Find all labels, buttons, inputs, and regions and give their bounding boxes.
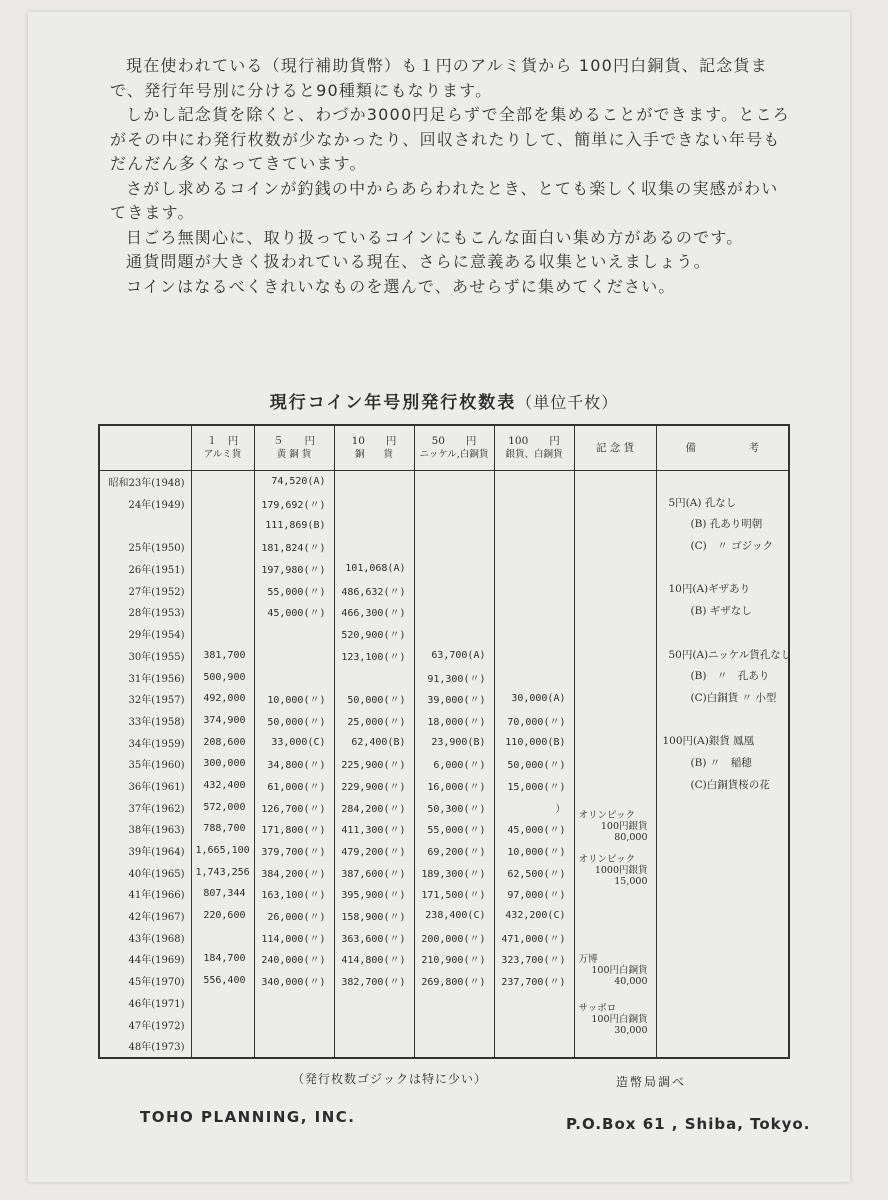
value-cell: 807,344 xyxy=(191,883,254,905)
value-cell xyxy=(414,1013,494,1035)
year-cell: 27年(1952) xyxy=(99,579,191,601)
value-cell: 363,600(〃) xyxy=(334,926,414,948)
value-cell: 181,824(〃) xyxy=(254,536,334,558)
value-cell xyxy=(254,645,334,667)
value-cell xyxy=(494,645,574,667)
header-100yen: 100 円 銀貨、白銅貨 xyxy=(494,425,574,471)
value-cell xyxy=(494,601,574,623)
header-5yen: ５ 円 黄 銅 貨 xyxy=(254,425,334,471)
value-cell: 471,000(〃) xyxy=(494,926,574,948)
value-cell xyxy=(494,536,574,558)
memorial-name: サッポロ xyxy=(578,1003,617,1014)
value-cell xyxy=(494,992,574,1014)
remark-line: (C) 〃 ゴジック xyxy=(690,540,774,553)
value-cell: 387,600(〃) xyxy=(334,861,414,883)
remark-line: (C)白銅貨 〃 小型 xyxy=(690,691,777,704)
value-cell xyxy=(414,601,494,623)
value-cell: 197,980(〃) xyxy=(254,558,334,580)
year-cell: 36年(1961) xyxy=(99,775,191,797)
memorial-count: 15,000 xyxy=(614,876,648,887)
value-cell: 1,743,256 xyxy=(191,861,254,883)
value-cell xyxy=(191,579,254,601)
value-cell: 240,000(〃) xyxy=(254,948,334,970)
header-year xyxy=(99,425,191,471)
value-cell xyxy=(254,1013,334,1035)
value-cell: 25,000(〃) xyxy=(334,710,414,732)
value-cell: 15,000(〃) xyxy=(494,775,574,797)
year-cell: 30年(1955) xyxy=(99,645,191,667)
value-cell: 572,000 xyxy=(191,796,254,818)
year-cell: 42年(1967) xyxy=(99,905,191,927)
year-cell xyxy=(99,514,191,536)
value-cell: 101,068(A) xyxy=(334,558,414,580)
value-cell: 18,000(〃) xyxy=(414,710,494,732)
year-cell: 37年(1962) xyxy=(99,796,191,818)
year-cell: 45年(1970) xyxy=(99,970,191,992)
value-cell xyxy=(414,1035,494,1058)
remark-spacer xyxy=(661,710,785,732)
remark-line: (B) ギザなし xyxy=(690,605,752,618)
value-cell: 61,000(〃) xyxy=(254,775,334,797)
value-cell xyxy=(254,992,334,1014)
value-cell: 6,000(〃) xyxy=(414,753,494,775)
value-cell: 50,300(〃) xyxy=(414,796,494,818)
value-cell xyxy=(191,623,254,645)
memorial-name: オリンピック xyxy=(578,810,636,821)
year-cell: 43年(1968) xyxy=(99,926,191,948)
value-cell xyxy=(191,1013,254,1035)
intro-paragraph: さがし求めるコインが釣銭の中からあらわれたとき、とても楽しく収集の実感がわいてきます。 xyxy=(110,178,779,222)
value-cell: 55,000(〃) xyxy=(254,579,334,601)
value-cell xyxy=(494,579,574,601)
value-cell xyxy=(414,992,494,1014)
year-cell: 25年(1950) xyxy=(99,536,191,558)
memorial-entry xyxy=(579,1003,648,1036)
value-cell: 379,700(〃) xyxy=(254,840,334,862)
value-cell xyxy=(334,1013,414,1035)
memorial-type: 100円白銅貨 xyxy=(591,1014,648,1025)
company-name: TOHO PLANNING, INC. xyxy=(140,1108,356,1126)
memorial-name: オリンピック xyxy=(578,854,636,865)
value-cell: 520,900(〃) xyxy=(334,623,414,645)
value-cell: 26,000(〃) xyxy=(254,905,334,927)
value-cell: 381,700 xyxy=(191,645,254,667)
intro-text xyxy=(110,54,790,299)
year-cell: 31年(1956) xyxy=(99,666,191,688)
intro-paragraph: しかし記念貨を除くと、わづか3000円足らずで全部を集めることができます。ところがその中にわ発行枚数が少なかったり、回収されたりして、簡単に入手できない年号もだんだん多くなってきています。 xyxy=(110,105,790,173)
value-cell: 384,200(〃) xyxy=(254,861,334,883)
value-cell: 62,400(B) xyxy=(334,731,414,753)
year-cell: 40年(1965) xyxy=(99,861,191,883)
value-cell xyxy=(191,601,254,623)
remark-line: 5円(A) 孔なし xyxy=(668,496,737,509)
value-cell xyxy=(494,666,574,688)
memorial-type: 100円銀貨 xyxy=(600,821,648,832)
value-cell xyxy=(334,471,414,493)
value-cell: 69,200(〃) xyxy=(414,840,494,862)
memorial-entry xyxy=(579,954,648,987)
value-cell xyxy=(334,992,414,1014)
value-cell xyxy=(191,992,254,1014)
remark-line: 10円(A)ギザあり xyxy=(668,583,751,596)
value-cell xyxy=(494,493,574,515)
remark-line: 100円(A)銀貨 鳳凰 xyxy=(662,735,755,748)
year-cell: 41年(1966) xyxy=(99,883,191,905)
year-cell: 47年(1972) xyxy=(99,1013,191,1035)
value-cell: 492,000 xyxy=(191,688,254,710)
value-cell: 63,700(A) xyxy=(414,645,494,667)
value-cell xyxy=(494,623,574,645)
value-cell xyxy=(494,558,574,580)
value-cell: 158,900(〃) xyxy=(334,905,414,927)
value-cell xyxy=(191,1035,254,1058)
memorial-entry xyxy=(579,810,648,843)
coin-issue-table xyxy=(98,424,790,1059)
memorial-count: 80,000 xyxy=(614,832,648,843)
remark-spacer xyxy=(661,471,785,493)
value-cell xyxy=(414,579,494,601)
value-cell: 788,700 xyxy=(191,818,254,840)
value-cell: 210,900(〃) xyxy=(414,948,494,970)
value-cell: 220,600 xyxy=(191,905,254,927)
remark-line: (B) 〃 稲穂 xyxy=(690,756,752,769)
memorial-count: 40,000 xyxy=(614,976,648,987)
footnote: （発行枚数ゴジックは特に少い） xyxy=(292,1072,488,1086)
value-cell xyxy=(191,536,254,558)
header-remarks: 備 考 xyxy=(656,425,789,471)
value-cell xyxy=(191,558,254,580)
value-cell: 16,000(〃) xyxy=(414,775,494,797)
memorial-type: 1000円銀貨 xyxy=(594,865,648,876)
remark-line: (B) 孔あり明朝 xyxy=(690,518,763,531)
value-cell: 237,700(〃) xyxy=(494,970,574,992)
value-cell: 1,665,100 xyxy=(191,840,254,862)
year-cell: 46年(1971) xyxy=(99,992,191,1014)
value-cell xyxy=(254,623,334,645)
memorial-column xyxy=(574,471,656,1058)
year-cell: 34年(1959) xyxy=(99,731,191,753)
value-cell xyxy=(191,514,254,536)
memorial-count: 30,000 xyxy=(614,1025,648,1036)
memorial-entry xyxy=(579,854,648,887)
value-cell xyxy=(334,514,414,536)
year-cell: 48年(1973) xyxy=(99,1035,191,1058)
value-cell xyxy=(494,1013,574,1035)
value-cell: 200,000(〃) xyxy=(414,926,494,948)
year-cell: 28年(1953) xyxy=(99,601,191,623)
value-cell: 284,200(〃) xyxy=(334,796,414,818)
value-cell: 50,000(〃) xyxy=(334,688,414,710)
value-cell: 486,632(〃) xyxy=(334,579,414,601)
intro-paragraph: コインはなるべくきれいなものを選んで、あせらずに集めてください。 xyxy=(126,276,676,296)
intro-paragraph: 通貨問題が大きく扱われている現在、さらに意義ある収集といえましょう。 xyxy=(126,252,711,271)
value-cell: 10,000(〃) xyxy=(494,840,574,862)
memorial-type: 100円白銅貨 xyxy=(591,965,648,976)
table-header-row xyxy=(99,425,789,471)
year-cell: 昭和23年(1948) xyxy=(99,471,191,493)
remark-line: (B) 〃 孔あり xyxy=(690,670,770,683)
value-cell: 479,200(〃) xyxy=(334,840,414,862)
value-cell: 238,400(C) xyxy=(414,905,494,927)
value-cell: 179,692(〃) xyxy=(254,493,334,515)
year-cell: 24年(1949) xyxy=(99,493,191,515)
value-cell xyxy=(334,536,414,558)
value-cell: 432,200(C) xyxy=(494,905,574,927)
value-cell xyxy=(414,493,494,515)
intro-paragraph: 日ごろ無関心に、取り扱っているコインにもこんな面白い集め方があるのです。 xyxy=(126,227,744,247)
header-memorial: 記 念 貨 xyxy=(574,425,656,471)
value-cell: 208,600 xyxy=(191,731,254,753)
value-cell xyxy=(494,471,574,493)
value-cell: 382,700(〃) xyxy=(334,970,414,992)
value-cell: 229,900(〃) xyxy=(334,775,414,797)
value-cell: 50,000(〃) xyxy=(254,710,334,732)
value-cell: 62,500(〃) xyxy=(494,861,574,883)
table-title-text: 現行コイン年号別発行枚数表 xyxy=(269,393,517,413)
value-cell xyxy=(494,1035,574,1058)
value-cell: 74,520(A) xyxy=(254,471,334,493)
value-cell: 225,900(〃) xyxy=(334,753,414,775)
table-title xyxy=(0,388,888,413)
value-cell: 432,400 xyxy=(191,775,254,797)
value-cell: 500,900 xyxy=(191,666,254,688)
value-cell: 39,000(〃) xyxy=(414,688,494,710)
value-cell: 10,000(〃) xyxy=(254,688,334,710)
value-cell: 111,869(B) xyxy=(254,514,334,536)
value-cell xyxy=(254,666,334,688)
intro-paragraph: 現在使われている（現行補助貨幣）も１円のアルミ貨から 100円白銅貨、記念貨まで、発行年号別に分けると90種類にもなります。 xyxy=(110,56,768,100)
year-cell: 39年(1964) xyxy=(99,840,191,862)
year-cell: 29年(1954) xyxy=(99,623,191,645)
value-cell: 171,500(〃) xyxy=(414,883,494,905)
year-cell: 26年(1951) xyxy=(99,558,191,580)
year-cell: 44年(1969) xyxy=(99,948,191,970)
value-cell: 33,000(C) xyxy=(254,731,334,753)
year-cell: 35年(1960) xyxy=(99,753,191,775)
source-note: 造幣局調べ xyxy=(616,1075,687,1089)
header-10yen: 10 円 銅 貨 xyxy=(334,425,414,471)
value-cell: 163,100(〃) xyxy=(254,883,334,905)
value-cell: ） xyxy=(494,796,574,818)
value-cell: 189,300(〃) xyxy=(414,861,494,883)
value-cell: 30,000(A) xyxy=(494,688,574,710)
value-cell: 340,000(〃) xyxy=(254,970,334,992)
company-address: P.O.Box 61 , Shiba, Tokyo. xyxy=(566,1115,811,1133)
year-cell: 33年(1958) xyxy=(99,710,191,732)
year-cell: 38年(1963) xyxy=(99,818,191,840)
value-cell: 123,100(〃) xyxy=(334,645,414,667)
value-cell: 300,000 xyxy=(191,753,254,775)
value-cell xyxy=(191,493,254,515)
value-cell: 466,300(〃) xyxy=(334,601,414,623)
value-cell: 411,300(〃) xyxy=(334,818,414,840)
memorial-name: 万博 xyxy=(578,954,598,965)
value-cell xyxy=(494,514,574,536)
value-cell: 556,400 xyxy=(191,970,254,992)
value-cell: 45,000(〃) xyxy=(494,818,574,840)
value-cell: 269,800(〃) xyxy=(414,970,494,992)
value-cell: 55,000(〃) xyxy=(414,818,494,840)
value-cell: 110,000(B) xyxy=(494,731,574,753)
value-cell xyxy=(414,623,494,645)
value-cell xyxy=(334,493,414,515)
value-cell: 70,000(〃) xyxy=(494,710,574,732)
value-cell: 97,000(〃) xyxy=(494,883,574,905)
value-cell: 114,000(〃) xyxy=(254,926,334,948)
value-cell: 374,900 xyxy=(191,710,254,732)
remark-line: (C)白銅貨桜の花 xyxy=(690,778,770,791)
value-cell xyxy=(254,1035,334,1058)
table-unit: （単位千枚） xyxy=(516,393,619,412)
value-cell: 23,900(B) xyxy=(414,731,494,753)
value-cell xyxy=(414,558,494,580)
value-cell xyxy=(334,1035,414,1058)
table-row xyxy=(99,471,789,493)
value-cell: 126,700(〃) xyxy=(254,796,334,818)
year-cell: 32年(1957) xyxy=(99,688,191,710)
remark-line: 50円(A)ニッケル貨孔なし xyxy=(668,648,792,661)
remarks-column xyxy=(656,471,792,1058)
value-cell: 34,800(〃) xyxy=(254,753,334,775)
value-cell: 395,900(〃) xyxy=(334,883,414,905)
value-cell: 414,800(〃) xyxy=(334,948,414,970)
value-cell xyxy=(414,471,494,493)
value-cell xyxy=(191,471,254,493)
header-50yen: 50 円 ニッケル,白銅貨 xyxy=(414,425,494,471)
remark-spacer xyxy=(661,558,785,580)
value-cell xyxy=(191,926,254,948)
value-cell: 171,800(〃) xyxy=(254,818,334,840)
value-cell: 323,700(〃) xyxy=(494,948,574,970)
value-cell: 45,000(〃) xyxy=(254,601,334,623)
value-cell xyxy=(414,536,494,558)
value-cell: 50,000(〃) xyxy=(494,753,574,775)
remark-spacer xyxy=(661,623,785,645)
value-cell: 184,700 xyxy=(191,948,254,970)
value-cell xyxy=(334,666,414,688)
value-cell xyxy=(414,514,494,536)
value-cell: 91,300(〃) xyxy=(414,666,494,688)
header-1yen: １ 円 アルミ貨 xyxy=(191,425,254,471)
